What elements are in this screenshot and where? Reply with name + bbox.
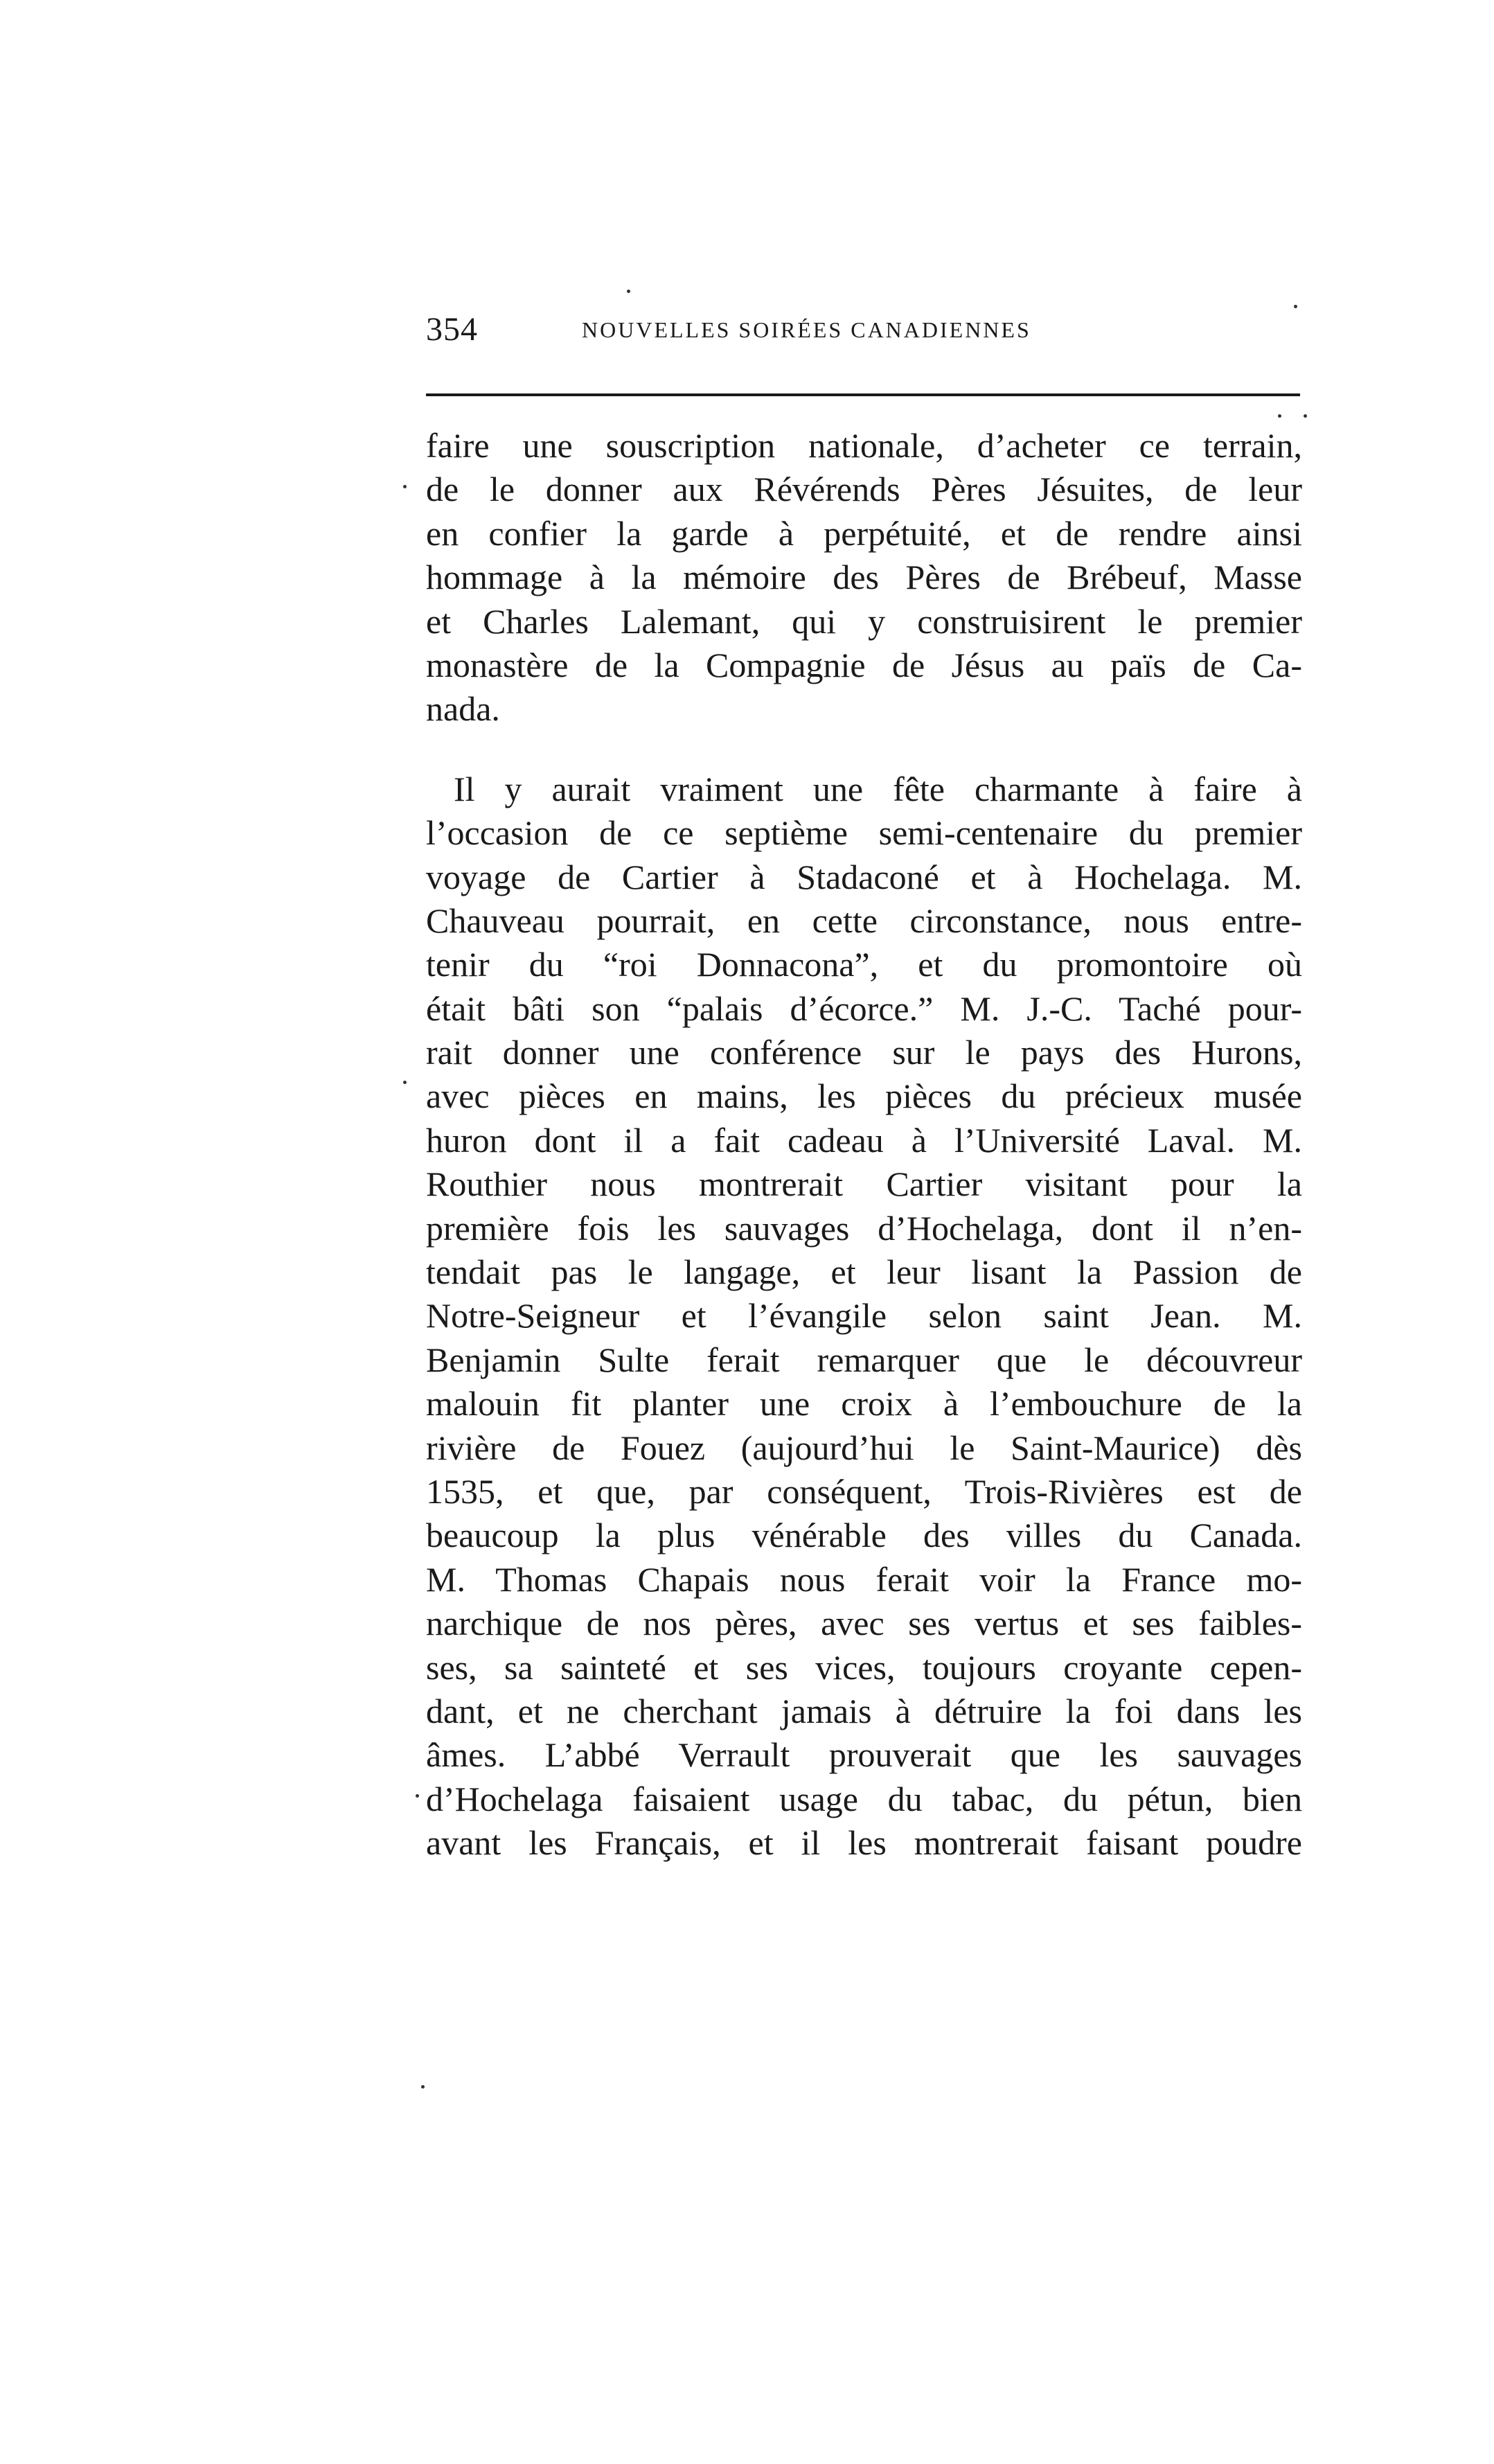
text-line: hommage à la mémoire des Pères de Brébeuf, Masse [426,558,1302,597]
text-line: avec pièces en mains, les pièces du précieux musée [426,1076,1302,1116]
text-line: d’Hochelaga faisaient usage du tabac, du pétun, bien [426,1779,1302,1818]
print-speck [403,1081,407,1084]
text-line: voyage de Cartier à Stadaconé et à Hochelaga. M. [426,857,1302,896]
text-line: âmes. L’abbé Verrault prouverait que les sauvages [426,1735,1302,1775]
text-line: Notre-Seigneur et l’évangile selon saint Jean. M. [426,1296,1302,1336]
text-line: Routhier nous montrerait Cartier visitant pour la [426,1164,1302,1204]
text-line: faire une souscription nationale, d’acheter ce terrain, [426,426,1302,465]
print-speck [1294,305,1297,308]
text-line: malouin fit planter une croix à l’embouchure de la [426,1384,1302,1424]
print-speck [1278,414,1281,418]
text-line: tendait pas le langage, et leur lisant la Passion de [426,1252,1302,1292]
text-line: première fois les sauvages d’Hochelaga, dont il n’en- [426,1208,1302,1248]
paragraph [426,424,1302,732]
page-header [426,310,1299,352]
text-line: était bâti son “palais d’écorce.” M. J.-C. Taché pour- [426,989,1302,1028]
print-speck [627,290,630,293]
text-line: monastère de la Compagnie de Jésus au païs de Ca- [426,645,1302,684]
text-line: Chauveau pourrait, en cette circonstance, nous entre- [426,901,1302,940]
text-line: et Charles Lalemant, qui y construisirent le premier [426,601,1302,641]
print-speck [416,1794,419,1798]
header-rule [426,393,1300,396]
text-line: huron dont il a fait cadeau à l’Université Laval. M. [426,1120,1302,1160]
text-line: beaucoup la plus vénérable des villes du Canada. [426,1516,1302,1555]
paragraph [426,768,1302,1865]
text-line: narchique de nos pères, avec ses vertus et ses faibles- [426,1604,1302,1643]
text-line: Il y aurait vraiment une fête charmante à faire à [454,769,1302,808]
print-speck [1304,414,1307,418]
page-number: 354 [426,311,478,348]
text-line: l’occasion de ce septième semi-centenaire du premier [426,813,1302,853]
text-line: ses, sa sainteté et ses vices, toujours croyante cepen- [426,1647,1302,1687]
text-line: 1535, et que, par conséquent, Trois-Rivières est de [426,1471,1302,1511]
text-line: tenir du “roi Donnacona”, et du promontoire où [426,945,1302,984]
text-line: avant les Français, et il les montrerait faisant poudre [426,1823,1302,1863]
text-line: de le donner aux Révérends Pères Jésuites, de leur [426,470,1302,509]
text-line: rait donner une conférence sur le pays des Hurons, [426,1033,1302,1072]
text-line: en confier la garde à perpétuité, et de rendre ainsi [426,513,1302,553]
text-line: nada. [426,689,500,729]
body-text [426,424,1302,1865]
text-line: Benjamin Sulte ferait remarquer que le découvreur [426,1340,1302,1379]
running-title: NOUVELLES SOIRÉES CANADIENNES [582,317,1031,342]
text-line: M. Thomas Chapais nous ferait voir la France mo- [426,1559,1302,1599]
text-line: rivière de Fouez (aujourd’hui le Saint-Maurice) dès [426,1428,1302,1467]
paragraph-gap [426,732,1302,768]
text-line: dant, et ne cherchant jamais à détruire la foi dans les [426,1691,1302,1730]
print-speck [403,485,407,488]
print-speck [421,2085,425,2089]
